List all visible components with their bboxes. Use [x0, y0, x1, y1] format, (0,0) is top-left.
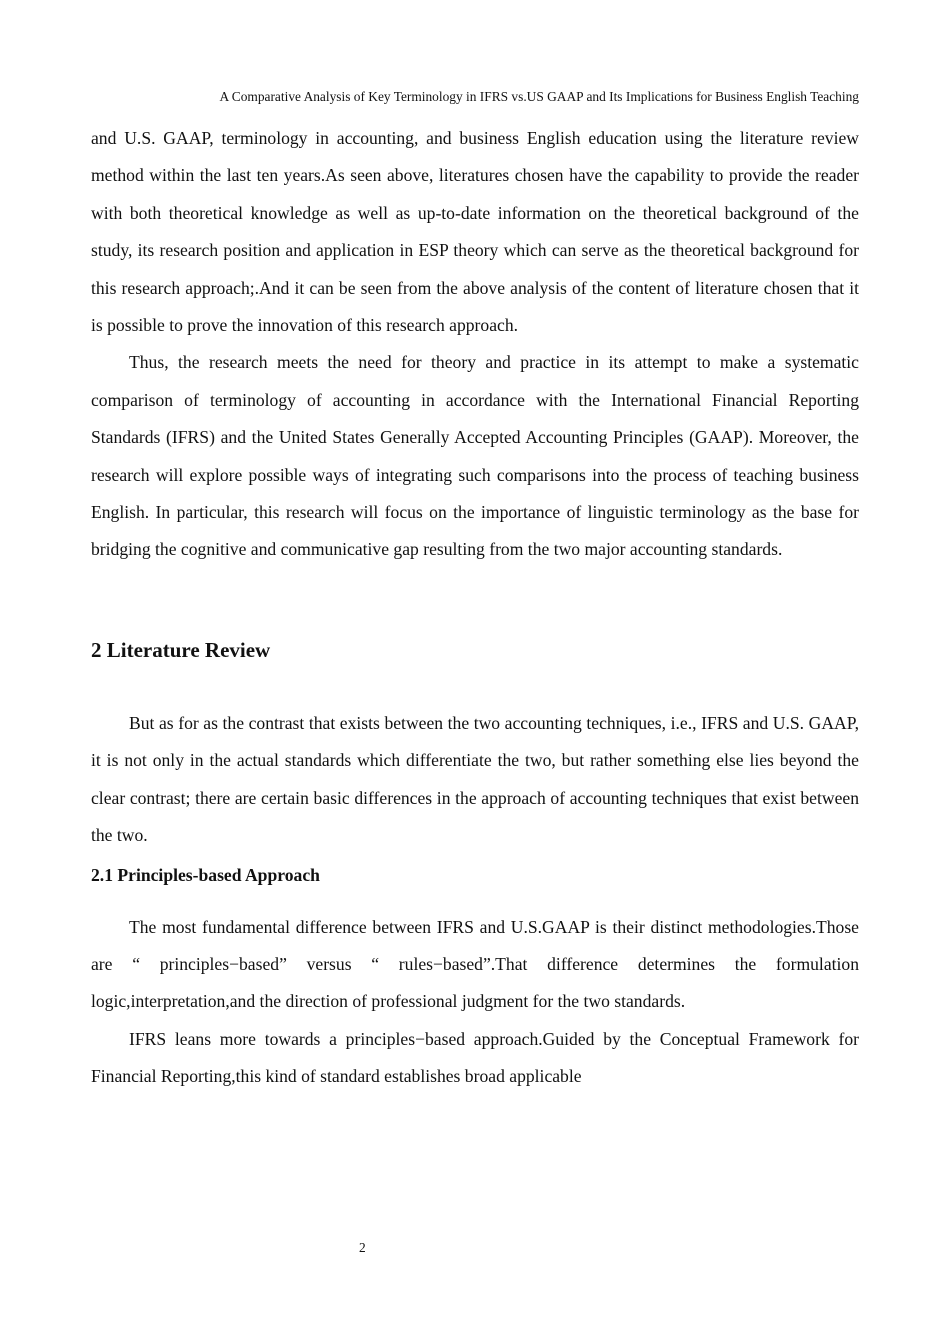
- section2-paragraph-1: But as for as the contrast that exists between the two accounting techniques, i.e., IFRS and U.S. GAAP, it is not only in the actual standards which differentiate the two, but rather something else lies beyond the clear contrast; there are certain basic differences in the approach of accounting techniques that exist between the two.: [91, 712, 859, 846]
- section2-1-paragraph-2: IFRS leans more towards a principles−based approach.Guided by the Conceptual Framework for Financial Reporting,this kind of standard establishes broad applicable: [91, 1028, 859, 1087]
- section2-1-paragraph-1: The most fundamental difference between IFRS and U.S.GAAP is their distinct methodologies.Those are “ principles−based” versus “ rules−based”.That difference determines the formulation logic,interpretation,and the direction of professional judgment for the two standards.: [91, 916, 859, 1012]
- spacer: [91, 888, 859, 909]
- running-header: A Comparative Analysis of Key Terminology in IFRS vs.US GAAP and Its Implications for Business English Teaching: [219, 89, 859, 104]
- spacer: [91, 569, 859, 635]
- section-heading-literature-review: 2 Literature Review: [91, 637, 271, 662]
- page-body: [91, 120, 859, 1096]
- body-paragraph-1: and U.S. GAAP, terminology in accounting, and business English education using the literature review method within the last ten years.As seen above, literatures chosen have the capability to provide the reader with both theoretical knowledge as well as up-to-date information on the theoretical background of the study, its research position and application in ESP theory which can serve as the theoretical background for this research approach;.And it can be seen from the above analysis of the content of literature chosen that it is possible to prove the innovation of this research approach.: [91, 128, 859, 336]
- subsection-heading-principles-based: 2.1 Principles-based Approach: [91, 864, 320, 885]
- spacer: [91, 665, 859, 705]
- page-number: 2: [359, 1240, 366, 1255]
- body-paragraph-2: Thus, the research meets the need for theory and practice in its attempt to make a systematic comparison of terminology of accounting in accordance with the International Financial Reporting Standards (IFRS) and the United States Generally Accepted Accounting Principles (GAAP). Moreover, the research will explore possible ways of integrating such comparisons into the process of teaching business English. In particular, this research will focus on the importance of linguistic terminology as the base for bridging the cognitive and communicative gap resulting from the two major accounting standards.: [91, 352, 859, 560]
